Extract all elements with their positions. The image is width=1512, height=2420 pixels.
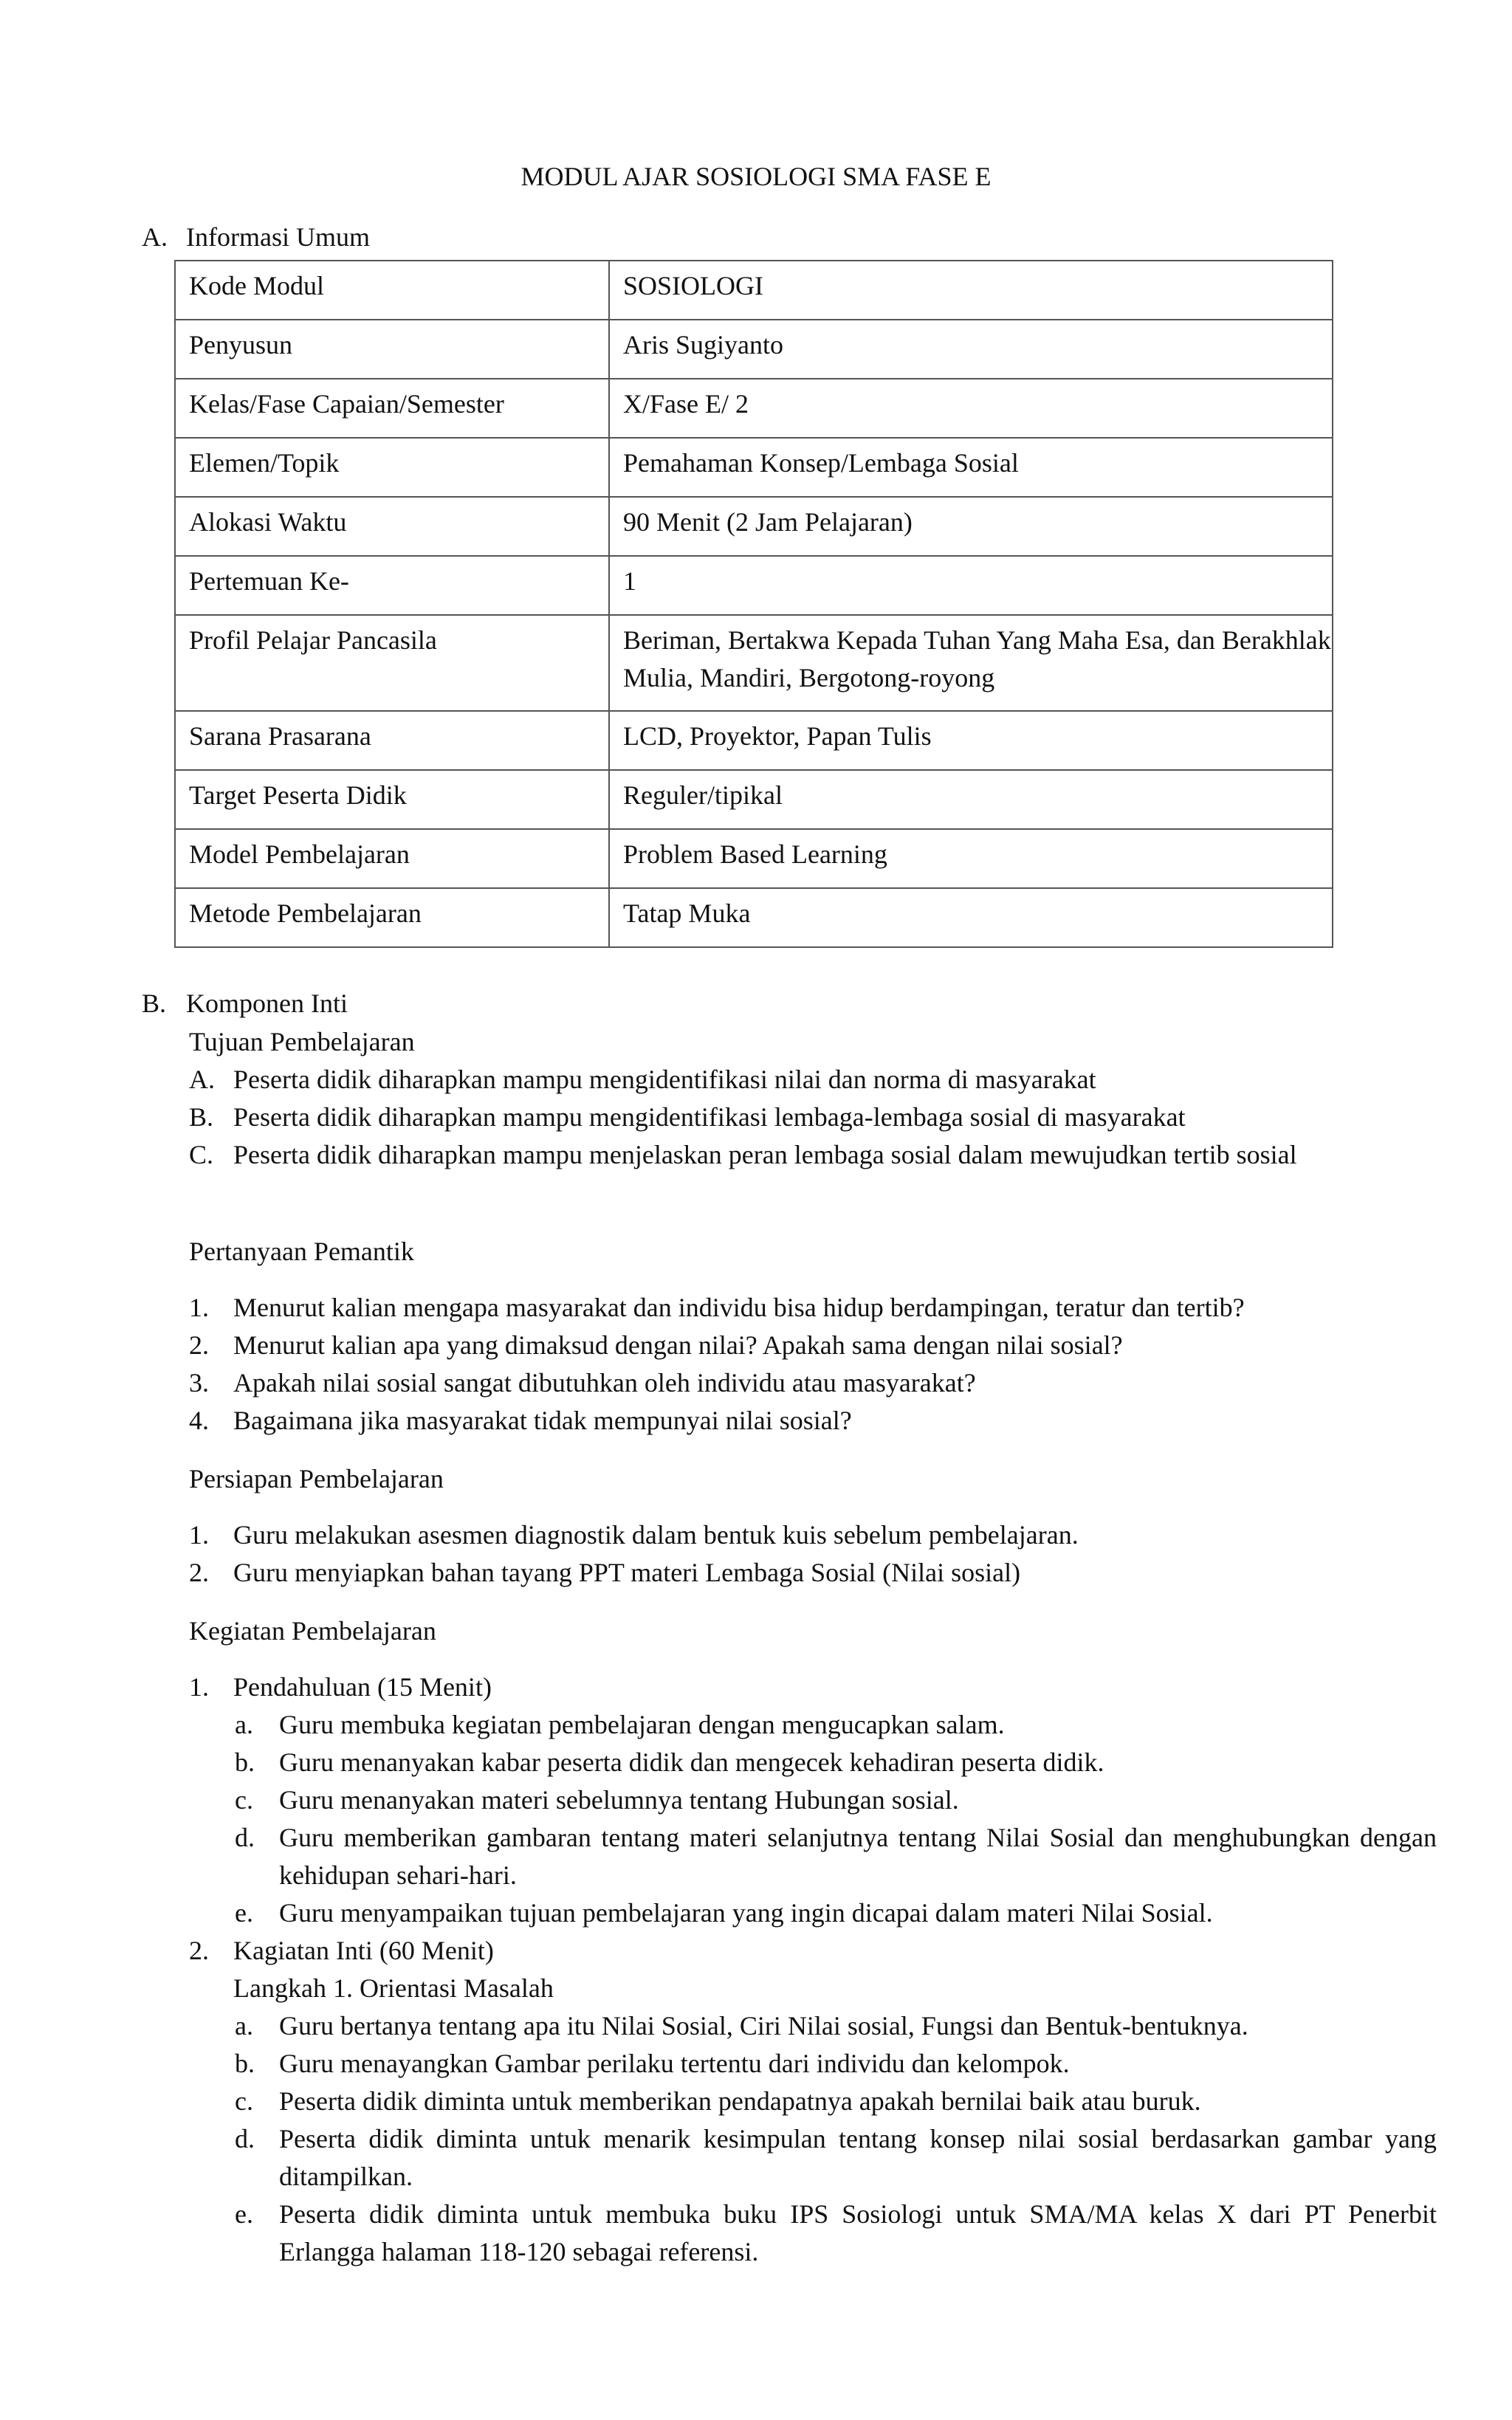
- table-value: Aris Sugiyanto: [623, 330, 784, 360]
- inti-heading: [189, 1932, 1437, 1970]
- list-text: Guru menyiapkan bahan tayang PPT materi Lembaga Sosial (Nilai sosial): [233, 1558, 1021, 1587]
- list-text: Pendahuluan (15 Menit): [233, 1672, 492, 1702]
- list-marker: c.: [235, 2086, 253, 2116]
- list-marker: e.: [235, 2199, 253, 2229]
- list-item: [189, 1289, 1437, 1327]
- list-text: Peserta didik diminta untuk menarik kesimpulan tentang konsep nilai sosial berdasarkan gambar yang ditampilkan.: [279, 2124, 1437, 2191]
- list-marker: b.: [235, 2049, 255, 2078]
- list-text: Apakah nilai sosial sangat dibutuhkan oleh individu atau masyarakat?: [233, 1368, 976, 1398]
- list-item: [189, 1402, 1437, 1440]
- list-marker: B.: [189, 1102, 214, 1132]
- list-item: [189, 1781, 1437, 1819]
- list-marker: a.: [235, 2011, 253, 2041]
- info-table: [174, 260, 1333, 948]
- persiapan-section: [189, 1460, 1437, 1592]
- list-item: [189, 1706, 1437, 1744]
- list-marker: 1.: [189, 1293, 209, 1322]
- pertanyaan-section: [189, 1233, 1437, 1440]
- list-marker: b.: [235, 1747, 255, 1777]
- list-item: [189, 1819, 1437, 1894]
- list-item: [189, 2120, 1437, 2196]
- table-row: [175, 770, 1333, 829]
- list-text: Guru menyampaikan tujuan pembelajaran yang ingin dicapai dalam materi Nilai Sosial.: [279, 1898, 1213, 1928]
- table-key: Elemen/Topik: [189, 448, 340, 478]
- step-label: Langkah 1. Orientasi Masalah: [233, 1973, 554, 2003]
- section-a-heading: [142, 219, 370, 256]
- table-row: [175, 497, 1333, 556]
- list-item: [189, 1364, 1437, 1402]
- list-text: Peserta didik diminta untuk memberikan pendapatnya apakah bernilai baik atau buruk.: [279, 2086, 1201, 2116]
- table-value: Tatap Muka: [623, 898, 751, 928]
- list-marker: 1.: [189, 1520, 209, 1550]
- list-text: Guru menanyakan materi sebelumnya tentang Hubungan sosial.: [279, 1785, 959, 1815]
- table-row: [175, 379, 1333, 438]
- table-row: [175, 829, 1333, 888]
- list-text: Menurut kalian apa yang dimaksud dengan nilai? Apakah sama dengan nilai sosial?: [233, 1330, 1123, 1360]
- table-key: Model Pembelajaran: [189, 839, 410, 869]
- pertanyaan-heading: Pertanyaan Pemantik: [189, 1237, 414, 1266]
- table-row: [175, 320, 1333, 379]
- section-b-heading: [142, 985, 1441, 1022]
- table-key: Sarana Prasarana: [189, 721, 371, 751]
- list-marker: 2.: [189, 1330, 209, 1360]
- table-value: 1: [623, 566, 636, 596]
- list-item: [189, 1894, 1437, 1932]
- table-key: Profil Pelajar Pancasila: [189, 625, 437, 655]
- list-item: [189, 1516, 1437, 1554]
- section-a-label: Informasi Umum: [186, 222, 370, 252]
- list-item: [189, 2045, 1437, 2083]
- table-row: [175, 261, 1333, 320]
- list-marker: d.: [235, 1823, 255, 1852]
- section-b-label: Komponen Inti: [186, 989, 348, 1018]
- table-key: Pertemuan Ke-: [189, 566, 349, 596]
- list-marker: d.: [235, 2124, 255, 2153]
- table-value: Problem Based Learning: [623, 839, 887, 869]
- list-marker: 2.: [189, 1558, 209, 1587]
- list-text: Kagiatan Inti (60 Menit): [233, 1936, 494, 1965]
- list-text: Guru menanyakan kabar peserta didik dan mengecek kehadiran peserta didik.: [279, 1747, 1104, 1777]
- document-title: MODUL AJAR SOSIOLOGI SMA FASE E: [520, 162, 992, 191]
- table-value: Reguler/tipikal: [623, 780, 783, 810]
- tujuan-heading: Tujuan Pembelajaran: [189, 1027, 415, 1056]
- list-text: Peserta didik diharapkan mampu mengidentifikasi lembaga-lembaga sosial di masyarakat: [233, 1102, 1186, 1132]
- list-marker: 4.: [189, 1406, 209, 1435]
- list-marker: a.: [235, 1710, 253, 1739]
- table-value: X/Fase E/ 2: [623, 389, 749, 419]
- list-marker: 1.: [189, 1672, 209, 1702]
- persiapan-heading: Persiapan Pembelajaran: [189, 1464, 444, 1493]
- list-item: [189, 1744, 1437, 1781]
- tujuan-section: [189, 1023, 1437, 1174]
- table-row: [175, 711, 1333, 770]
- list-text: Menurut kalian mengapa masyarakat dan individu bisa hidup berdampingan, teratur dan tertib?: [233, 1293, 1245, 1322]
- pendahuluan-heading: [189, 1668, 1437, 1706]
- list-item: [189, 1099, 1437, 1136]
- list-text: Peserta didik diharapkan mampu mengidentifikasi nilai dan norma di masyarakat: [233, 1065, 1096, 1094]
- table-row: [175, 438, 1333, 497]
- list-marker: A.: [189, 1065, 215, 1094]
- table-value: Pemahaman Konsep/Lembaga Sosial: [623, 448, 1019, 478]
- section-b-marker: B.: [142, 989, 167, 1018]
- list-item: [189, 1061, 1437, 1099]
- table-value: LCD, Proyektor, Papan Tulis: [623, 721, 932, 751]
- list-marker: 3.: [189, 1368, 209, 1398]
- list-item: [189, 2007, 1437, 2045]
- list-item: [189, 1327, 1437, 1364]
- table-value: 90 Menit (2 Jam Pelajaran): [623, 507, 913, 537]
- table-key: Metode Pembelajaran: [189, 898, 422, 928]
- kegiatan-section: [189, 1612, 1437, 2271]
- table-key: Alokasi Waktu: [189, 507, 347, 537]
- table-key: Kelas/Fase Capaian/Semester: [189, 389, 504, 419]
- list-marker: C.: [189, 1140, 214, 1169]
- table-row: [175, 888, 1333, 947]
- list-text: Guru membuka kegiatan pembelajaran dengan mengucapkan salam.: [279, 1710, 1005, 1739]
- table-key: Target Peserta Didik: [189, 780, 407, 810]
- list-text: Guru bertanya tentang apa itu Nilai Sosial, Ciri Nilai sosial, Fungsi dan Bentuk-bentuknya.: [279, 2011, 1248, 2041]
- list-text: Guru menayangkan Gambar perilaku tertentu dari individu dan kelompok.: [279, 2049, 1070, 2078]
- section-a-marker: A.: [142, 222, 168, 252]
- list-text: Bagaimana jika masyarakat tidak mempunyai nilai sosial?: [233, 1406, 852, 1435]
- table-key: Kode Modul: [189, 271, 324, 300]
- table-key: Penyusun: [189, 330, 293, 360]
- kegiatan-heading: Kegiatan Pembelajaran: [189, 1616, 436, 1646]
- list-item: [189, 1554, 1437, 1592]
- list-item: [189, 2196, 1437, 2271]
- table-row: [175, 615, 1333, 711]
- list-item: [189, 1136, 1437, 1174]
- list-text: Guru memberikan gambaran tentang materi selanjutnya tentang Nilai Sosial dan menghubungkan dengan kehidupan sehari-hari.: [279, 1823, 1437, 1890]
- list-item: [189, 2083, 1437, 2120]
- table-value: SOSIOLOGI: [623, 271, 764, 300]
- list-marker: 2.: [189, 1936, 209, 1965]
- list-marker: e.: [235, 1898, 253, 1928]
- list-text: Peserta didik diminta untuk membuka buku IPS Sosiologi untuk SMA/MA kelas X dari PT Penerbit Erlangga halaman 118-120 sebagai referensi.: [279, 2199, 1437, 2266]
- list-text: Peserta didik diharapkan mampu menjelaskan peran lembaga sosial dalam mewujudkan tertib sosial: [233, 1140, 1297, 1169]
- table-value: Beriman, Bertakwa Kepada Tuhan Yang Maha Esa, dan Berakhlak Mulia, Mandiri, Bergotong-royong: [623, 625, 1331, 692]
- list-text: Guru melakukan asesmen diagnostik dalam bentuk kuis sebelum pembelajaran.: [233, 1520, 1079, 1550]
- list-marker: c.: [235, 1785, 253, 1815]
- table-row: [175, 556, 1333, 615]
